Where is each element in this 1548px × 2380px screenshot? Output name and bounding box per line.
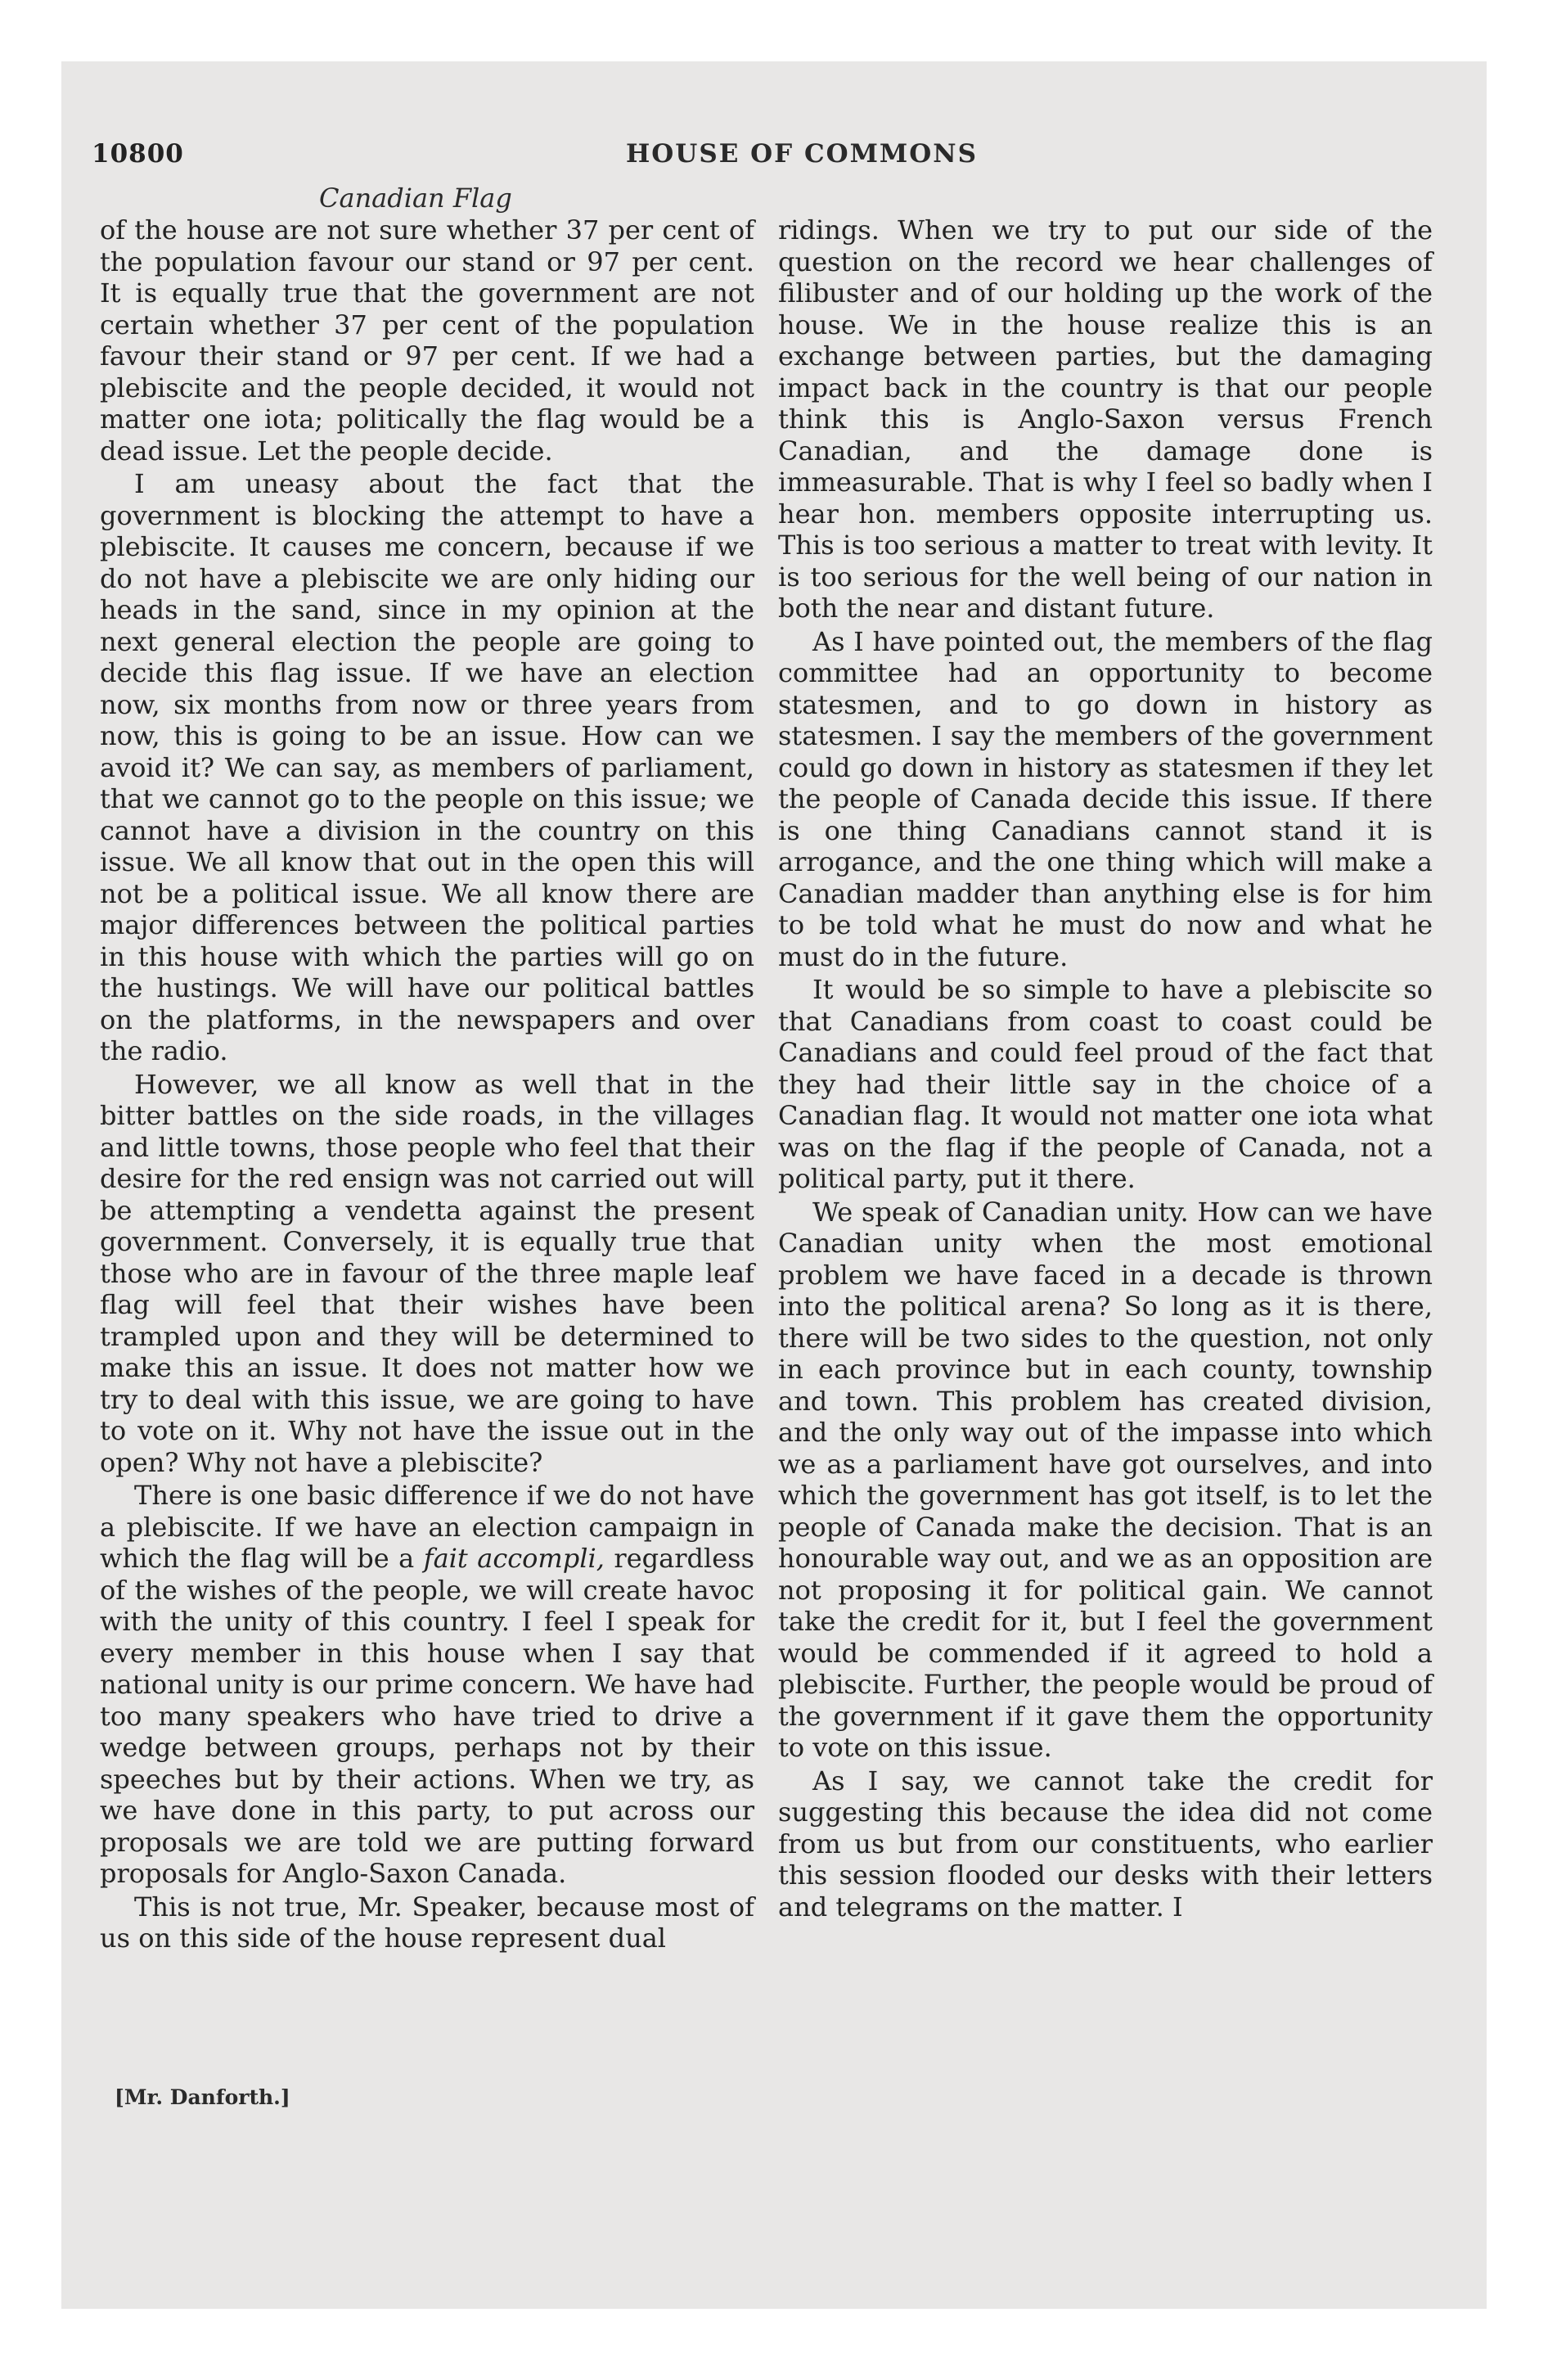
page-number: 10800: [92, 139, 184, 169]
right-paragraph-4: We speak of Canadian unity. How can we have Canadian unity when the most emotional problem we have faced in a decade is thrown into the political arena? So long as it is there, there will be two sides to the question, not only in each province but in each county, township and town. This problem has created division, and the only way out of the impasse into which we as a parliament have got ourselves, and into which the government has got itself, is to let the people of Canada make the decision. That is an honourable way out, and we as an opposition are not proposing it for political gain. We cannot take the credit for it, but I feel the government would be commended if it agreed to hold a plebiscite. Further, the people would be proud of the government if it gave them the opportunity to vote on this issue.: [778, 1196, 1433, 1763]
left-paragraph-4-rest: regardless of the wishes of the people, we will create havoc with the unity of this country. I feel I speak for every member in this house when I say that national unity is our prime concern. We have had too many speakers who have tried to drive a wedge between groups, perhaps not by their speeches but by their actions. When we try, as we have done in this party, to put across our proposals we are told we are putting forward proposals for Anglo-Saxon Canada.: [100, 1543, 755, 1889]
running-head: HOUSE OF COMMONS: [626, 139, 978, 169]
right-paragraph-3: It would be so simple to have a plebiscite so that Canadians from coast to coast could be Canadians and could feel proud of the fact that they had their little say in the choice of a Canadian flag. It would not matter one iota what was on the flag if the people of Canada, not a political party, put it there.: [778, 974, 1433, 1194]
right-paragraph-5: As I say, we cannot take the credit for suggesting this because the idea did not come from us but from our constituents, who earlier this session flooded our desks with their letters and telegrams on the matter. I: [778, 1765, 1433, 1922]
left-column: [100, 214, 754, 1956]
speaker-footer: [Mr. Danforth.]: [115, 2085, 290, 2109]
right-paragraph-2: As I have pointed out, the members of the flag committee had an opportunity to become statesmen, and to go down in history as statesmen. I say the members of the government could go down in history as statesmen if they let the people of Canada decide this issue. If there is one thing Canadians cannot stand it is arrogance, and the one thing which will make a Canadian madder than anything else is for him to be told what he must do now and what he must do in the future.: [778, 625, 1433, 972]
left-paragraph-4-lead: There is one basic difference if we do not have a plebiscite. If we have an election campaign in which the flag will be a: [100, 1480, 754, 1574]
left-paragraph-1: of the house are not sure whether 37 per cent of the population favour our stand or 97 per cent. It is equally true that the government are not certain whether 37 per cent of the population favour their stand or 97 per cent. If we had a plebiscite and the people decided, it would not matter one iota; politically the flag would be a dead issue. Let the people decide.: [100, 214, 754, 467]
left-paragraph-4: [100, 1480, 754, 1890]
left-paragraph-3: However, we all know as well that in the bitter battles on the side roads, in the villages and little towns, those people who feel that their desire for the red ensign was not carried out will be attempting a vendetta against the present government. Conversely, it is equally true that those who are in favour of the three maple leaf flag will feel that their wishes have been trampled upon and they will be determined to make this an issue. It does not matter how we try to deal with this issue, we are going to have to vote on it. Why not have the issue out in the open? Why not have a plebiscite?: [100, 1068, 754, 1478]
right-paragraph-1: ridings. When we try to put our side of the question on the record we hear challenges of filibuster and of our holding up the work of the house. We in the house realize this is an exchange between parties, but the damaging impact back in the country is that our people think this is Anglo-Saxon versus French Canadian, and the damage done is immeasurable. That is why I feel so badly when I hear hon. members opposite interrupting us. This is too serious a matter to treat with levity. It is too serious for the well being of our nation in both the near and distant future.: [778, 214, 1433, 624]
left-paragraph-5: This is not true, Mr. Speaker, because most of us on this side of the house represent dual: [100, 1891, 754, 1954]
subject-heading: Canadian Flag: [319, 183, 512, 214]
left-paragraph-4-italic: fait accompli,: [423, 1543, 605, 1574]
right-column: [778, 214, 1433, 1924]
left-paragraph-2: I am uneasy about the fact that the government is blocking the attempt to have a plebiscite. It causes me concern, because if we do not have a plebiscite we are only hiding our heads in the sand, since in my opinion at the next general election the people are going to decide this flag issue. If we have an election now, six months from now or three years from now, this is going to be an issue. How can we avoid it? We can say, as members of parliament, that we cannot go to the people on this issue; we cannot have a division in the country on this issue. We all know that out in the open this will not be a political issue. We all know there are major differences between the political parties in this house with which the parties will go on the hustings. We will have our political battles on the platforms, in the newspapers and over the radio.: [100, 468, 754, 1066]
